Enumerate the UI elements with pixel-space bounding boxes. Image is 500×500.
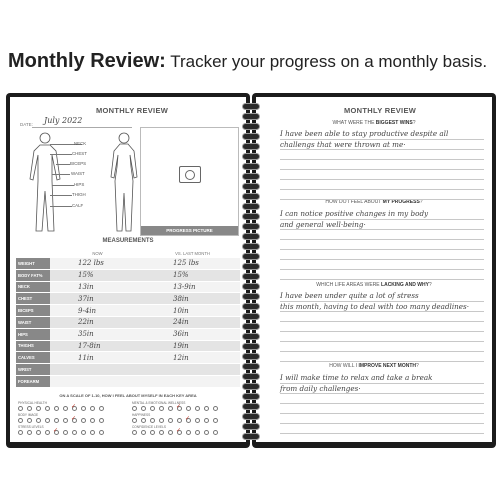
rating-dot[interactable] [27,430,32,435]
spiral-ring [242,403,260,410]
rating-dot[interactable] [90,430,95,435]
rating-dot[interactable] [36,406,41,411]
rating-dot[interactable] [99,406,104,411]
q1-bold: BIGGEST WINS [375,120,413,126]
label-chest: CHEST [72,151,87,156]
now-cell[interactable]: 35in [50,328,145,340]
last-cell[interactable] [145,364,240,376]
headline [8,50,498,73]
rating-dot[interactable] [150,406,155,411]
last-cell[interactable]: 125 lbs [145,258,240,269]
rating-dot[interactable] [36,418,41,423]
right-page-title: MONTHLY REVIEW [344,106,417,115]
ruled-line [280,393,484,394]
answer-line: I can notice positive changes in my body [280,209,429,218]
scale-label: HAPPINESS [132,413,151,417]
label-calf: CALF [72,203,84,208]
ruled-line [280,189,484,190]
chest-pointer [50,154,72,155]
label-thigh: THIGH [72,192,86,197]
front-figure-icon [106,131,142,237]
spiral-ring [242,353,260,360]
measurements-title: MEASUREMENTS [102,238,154,244]
check-mark-icon: ✓ [53,428,59,434]
ruled-line [280,139,484,140]
rating-dot[interactable] [168,430,173,435]
thigh-pointer [50,195,72,196]
rating-dot[interactable] [213,418,218,423]
date-line [32,127,132,128]
rating-dot[interactable] [150,418,155,423]
right-page [256,97,492,442]
rating-dot[interactable] [141,406,146,411]
rating-dot[interactable] [90,418,95,423]
spiral-ring [242,373,260,380]
spiral-ring [242,293,260,300]
last-cell[interactable]: 36in [145,328,240,340]
answer-line: from daily challenges· [280,384,361,393]
rating-dot[interactable] [99,418,104,423]
scale-label: PHYSICAL HEALTH [18,401,47,405]
left-page-title: MONTHLY REVIEW [96,106,169,115]
planner-notebook [6,93,496,448]
answer-line: I have been under quite a lot of stress [280,291,419,300]
rating-dot[interactable] [27,418,32,423]
scale-label: BODY IMAGE [18,413,39,417]
ruled-line [280,219,484,220]
ruled-line [280,199,484,200]
table-row [16,316,240,328]
spiral-ring [242,363,260,370]
question-lacking-and-why [256,282,492,288]
rating-dot[interactable] [90,406,95,411]
spiral-ring [242,153,260,160]
row-label: WEIGHT [16,258,50,269]
spiral-ring [242,253,260,260]
ruled-line [280,259,484,260]
row-label: WRIST [16,364,50,376]
table-row [16,364,240,376]
scale-label: MENTAL & EMOTIONAL WELLNESS [132,401,186,405]
ruled-line [280,169,484,170]
rating-dot[interactable] [132,418,137,423]
label-waist: WAIST [71,171,85,176]
ruled-line [280,279,484,280]
rating-dot[interactable] [159,418,164,423]
row-label: BICEPS [16,305,50,317]
rating-dot[interactable] [132,406,137,411]
q3-bold: LACKING AND WHY [381,282,429,288]
rating-dot[interactable] [36,430,41,435]
spiral-ring [242,383,260,390]
ruled-line [280,413,484,414]
rating-dot[interactable] [63,406,68,411]
last-cell[interactable]: 13-9in [145,281,240,293]
spiral-ring [242,113,260,120]
table-row [16,305,240,317]
label-biceps: BICEPS [70,161,87,166]
rating-dot[interactable] [159,430,164,435]
date-value: July 2022 [44,116,83,125]
row-label: CHEST [16,293,50,305]
spiral-ring [242,103,260,110]
progress-picture-box[interactable] [140,127,239,236]
rating-dot[interactable] [204,430,209,435]
ruled-line [280,403,484,404]
rating-dot[interactable] [63,418,68,423]
rating-dot[interactable] [81,418,86,423]
spiral-ring [242,173,260,180]
rating-dot[interactable] [186,406,191,411]
rating-dot[interactable] [72,430,77,435]
rating-dot[interactable] [195,406,200,411]
rating-dot[interactable] [195,418,200,423]
rating-dot[interactable] [150,430,155,435]
spiral-ring [242,343,260,350]
spiral-ring [242,223,260,230]
q3-pre: WHICH LIFE AREAS WERE [316,282,382,288]
ruled-line [280,433,484,434]
rating-dot[interactable] [45,430,50,435]
hips-pointer [52,185,74,186]
answer-line: and general well·being· [280,220,366,229]
table-row [16,340,240,352]
scale-title: ON A SCALE OF 1-10, HOW I FEEL ABOUT MYSELF IN EACH KEY AREA [59,393,197,398]
rating-dot[interactable] [141,430,146,435]
ruled-line [280,311,484,312]
table-row [16,352,240,364]
last-cell[interactable]: 38in [145,293,240,305]
rating-dot[interactable] [27,406,32,411]
ruled-line [280,331,484,332]
rating-dot[interactable] [168,406,173,411]
q4-post: ? [416,363,419,369]
rating-dot[interactable] [213,406,218,411]
table-row [16,375,240,387]
ruled-line [280,361,484,362]
rating-dot[interactable] [54,406,59,411]
spiral-ring [242,123,260,130]
spiral-ring [242,243,260,250]
answer-line: I have been able to stay productive despite all [280,129,449,138]
progress-picture-label: PROGRESS PICTURE [141,226,238,235]
rating-dot[interactable] [177,418,182,423]
answer-line: this month, having to deal with too many deadlines· [280,302,470,311]
now-cell[interactable]: 11in [50,352,145,364]
col-now: NOW [92,251,103,256]
question-improve-next-month [256,363,492,369]
row-label: FOREARM [16,375,50,387]
last-cell[interactable]: 24in [145,316,240,328]
rating-dot[interactable] [81,406,86,411]
spiral-ring [242,303,260,310]
ruled-line [280,149,484,150]
table-row [16,328,240,340]
calf-pointer [50,206,72,207]
spiral-ring [242,323,260,330]
answer-line: I will make time to relax and take a break [280,373,433,382]
headline-strong: Monthly Review: [8,50,166,72]
table-row [16,281,240,293]
last-cell[interactable]: 19in [145,340,240,352]
spiral-ring [242,423,260,430]
measurements-table [16,249,240,388]
rating-dot[interactable] [132,430,137,435]
rating-dot[interactable] [81,430,86,435]
spiral-ring [242,143,260,150]
spiral-ring [242,233,260,240]
now-cell[interactable]: 37in [50,293,145,305]
q2-post: ? [419,199,423,205]
last-cell[interactable]: 12in [145,352,240,364]
row-label: THIGHS [16,340,50,352]
now-cell[interactable]: 17-8in [50,340,145,352]
spiral-ring [242,163,260,170]
rating-dot[interactable] [18,430,23,435]
spiral-ring [242,283,260,290]
row-label: WAIST [16,316,50,328]
rating-dot[interactable] [168,418,173,423]
spiral-ring [242,193,260,200]
spiral-ring [242,433,260,440]
rating-dot[interactable] [195,430,200,435]
now-cell[interactable] [50,364,145,376]
photo-placeholder-icon [179,166,201,183]
check-mark-icon: ✓ [185,416,191,422]
last-cell[interactable]: 10in [145,305,240,317]
q2-bold: MY PROGRESS [382,199,420,205]
spiral-ring [242,203,260,210]
waist-pointer [52,174,70,175]
rating-dot[interactable] [204,406,209,411]
ruled-line [280,351,484,352]
check-mark-icon: ✓ [71,404,77,410]
ruled-line [280,159,484,160]
answer-line: challengs that were thrown at me· [280,140,406,149]
col-vs-last-month: VS. LAST MONTH [175,251,210,256]
question-biggest-wins [256,120,492,126]
ruled-line [280,269,484,270]
q4-pre: HOW WILL I [329,363,359,369]
spiral-ring [242,313,260,320]
left-page [10,97,246,442]
headline-rest: Tracker your progress on a monthly basis. [165,52,488,71]
q3-post: ? [428,282,432,288]
spiral-ring [242,183,260,190]
rating-dot[interactable] [54,418,59,423]
spiral-ring [242,133,260,140]
ruled-line [280,301,484,302]
table-row [16,269,240,281]
rating-dot[interactable] [213,430,218,435]
q1-pre: WHAT WERE THE [332,120,376,126]
check-mark-icon: ✓ [176,404,182,410]
check-mark-icon: ✓ [71,416,77,422]
scale-label: STRESS LEVELS [18,425,44,429]
spiral-ring [242,413,260,420]
ruled-line [280,423,484,424]
ruled-line [280,239,484,240]
spiral-ring [242,393,260,400]
spiral-ring [242,273,260,280]
rating-dot[interactable] [141,418,146,423]
rating-dot[interactable] [18,406,23,411]
row-label: HIPS [16,328,50,340]
check-mark-icon: ✓ [176,428,182,434]
rating-dot[interactable] [63,430,68,435]
last-cell[interactable]: 15% [145,269,240,281]
now-cell[interactable]: 13in [50,281,145,293]
table-row [16,258,240,269]
ruled-line [280,321,484,322]
ruled-line [280,341,484,342]
row-label: NECK [16,281,50,293]
ruled-line [280,179,484,180]
rating-dot[interactable] [45,418,50,423]
table-row [16,293,240,305]
q4-bold: IMPROVE NEXT MONTH [358,363,416,369]
spiral-ring [242,213,260,220]
scale-label: CONFIDENCE LEVELS [132,425,167,429]
label-hips: HIPS [74,182,85,187]
now-cell[interactable]: 122 lbs [50,258,145,269]
rating-dot[interactable] [99,430,104,435]
ruled-line [280,383,484,384]
rating-dot[interactable] [45,406,50,411]
now-cell[interactable]: 22in [50,316,145,328]
rating-dot[interactable] [18,418,23,423]
biceps-pointer [56,164,70,165]
spiral-ring [242,263,260,270]
rating-dot[interactable] [186,430,191,435]
row-label: CALVES [16,352,50,364]
ruled-line [280,249,484,250]
spiral-ring [242,333,260,340]
rating-dot[interactable] [204,418,209,423]
q2-pre: HOW DO I FEEL ABOUT [325,199,383,205]
back-figure-icon [22,131,68,237]
label-neck: NECK [74,141,87,146]
q1-post: ? [412,120,416,126]
rating-dot[interactable] [159,406,164,411]
last-cell[interactable] [145,375,240,387]
row-label: BODY FAT% [16,269,50,281]
ruled-line [280,229,484,230]
date-label: DATE: [20,122,33,127]
now-cell[interactable]: 9-4in [50,305,145,317]
now-cell[interactable] [50,375,145,387]
now-cell[interactable]: 15% [50,269,145,281]
